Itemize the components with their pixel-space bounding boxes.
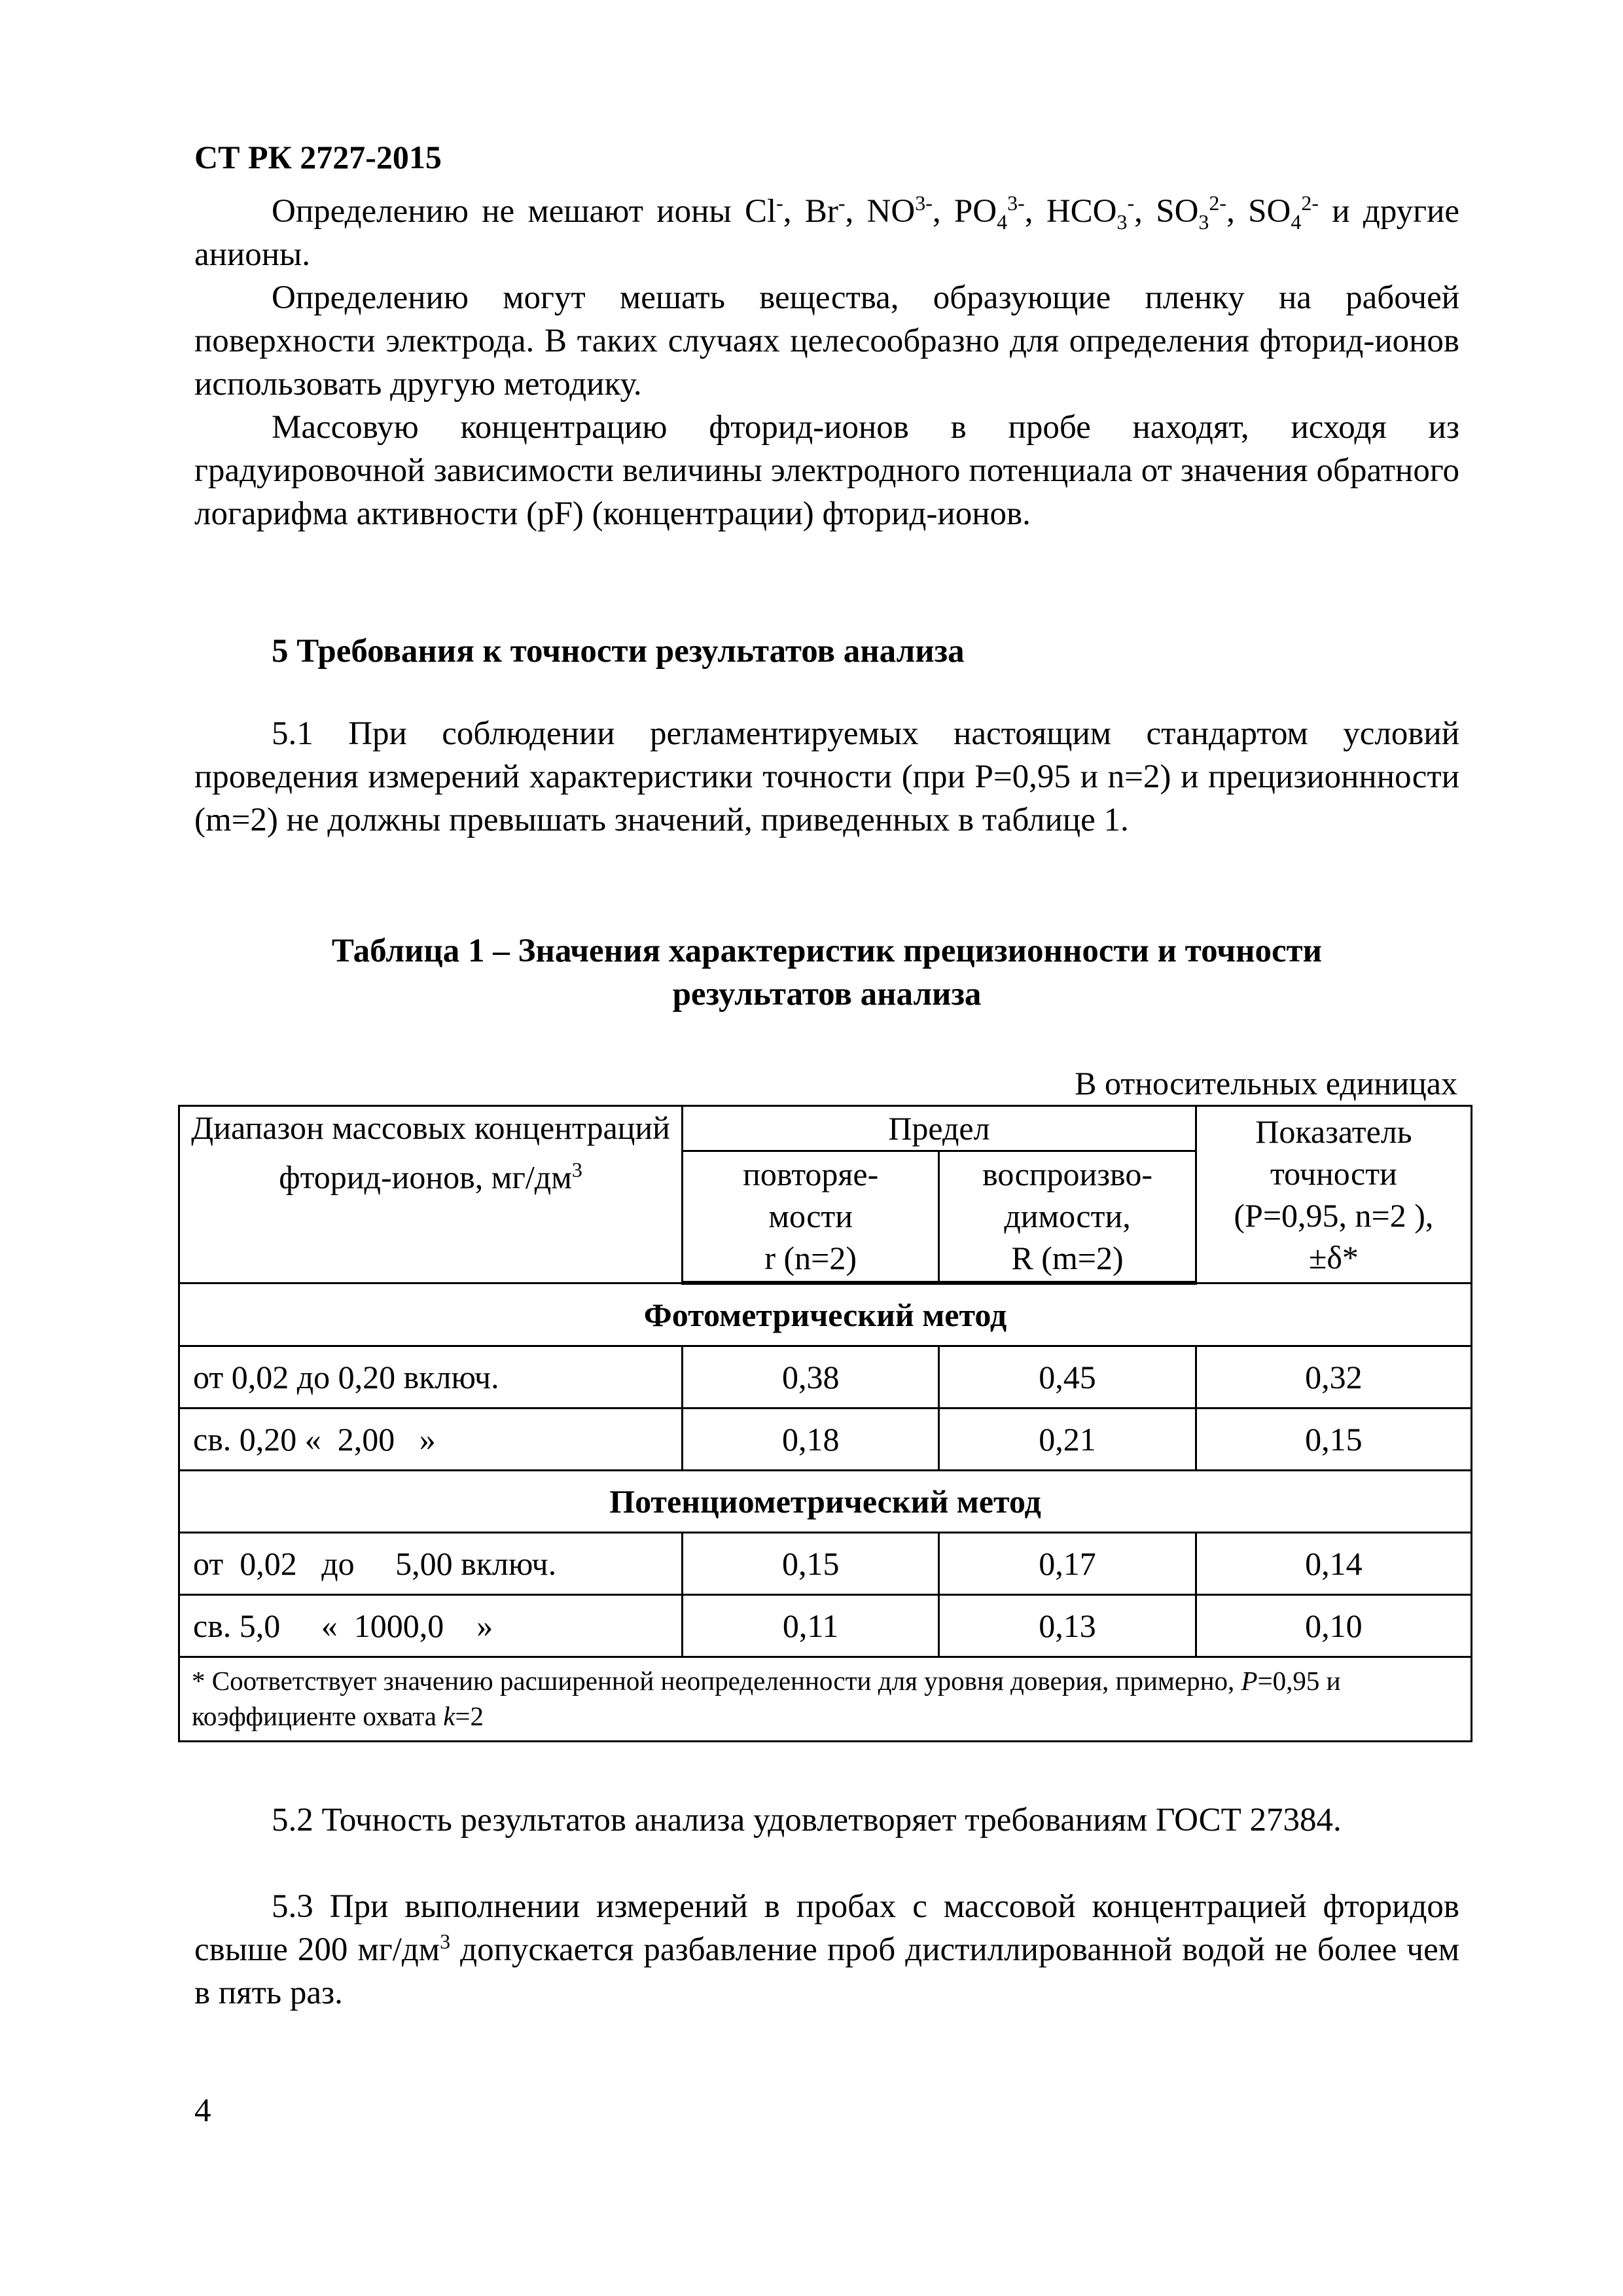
cell-reproducibility: 0,45 — [939, 1346, 1196, 1408]
cell-accuracy: 0,32 — [1196, 1346, 1471, 1408]
header-limit: Предел — [683, 1106, 1196, 1151]
units-note: В относительных единицах — [1075, 1065, 1457, 1102]
cell-range: от 0,02 до 0,20 включ. — [179, 1346, 683, 1408]
table-title-line-2: результатов анализа — [672, 976, 982, 1013]
cell-accuracy: 0,10 — [1196, 1595, 1471, 1657]
header-reproducibility: воспроизво- димости, R (m=2) — [939, 1151, 1196, 1283]
cell-reproducibility: 0,17 — [939, 1533, 1196, 1595]
section-heading-accuracy: 5 Требования к точности результатов анализа — [272, 633, 965, 670]
header-accuracy: Показатель точности (P=0,95, n=2 ), ±δ* — [1196, 1106, 1471, 1283]
standard-code-header: СТ РК 2727-2015 — [194, 139, 442, 175]
table-footnote: * Соответствует значению расширенной неопределенности для уровня доверия, примерно, P=0,95 и коэффициенте охвата k=2 — [179, 1657, 1472, 1742]
cell-repeatability: 0,11 — [683, 1595, 939, 1657]
page-number: 4 — [194, 2092, 211, 2129]
paragraph-5-1: 5.1 При соблюдении регламентируемых настоящим стандартом условий проведения измерений характеристики точности (при P=0,95 и n=2) и прецизионнности (m=2) не должны превышать значений, приведенных в таблице 1. — [194, 715, 1459, 838]
cell-range: св. 5,0 « 1000,0 » — [179, 1595, 683, 1657]
table-row — [179, 1533, 1472, 1595]
cell-accuracy: 0,14 — [1196, 1533, 1471, 1595]
table-row — [179, 1408, 1472, 1471]
cell-range: св. 0,20 « 2,00 » — [179, 1408, 683, 1471]
paragraph-5-2: 5.2 Точность результатов анализа удовлетворяет требованиям ГОСТ 27384. — [272, 1802, 1342, 1839]
cell-repeatability: 0,15 — [683, 1533, 939, 1595]
method-title-potentiometric: Потенциометрический метод — [179, 1471, 1472, 1533]
cell-repeatability: 0,18 — [683, 1408, 939, 1471]
table-row — [179, 1595, 1472, 1657]
cell-accuracy: 0,15 — [1196, 1408, 1471, 1471]
paragraph-5-3: 5.3 При выполнении измерений в пробах с массовой концентрацией фторидов свыше 200 $мг/дм^3$ допускается разбавление проб дистиллированной водой не более чем в пять раз. — [194, 1888, 1459, 2011]
cell-range: от 0,02 до 5,00 включ. — [179, 1533, 683, 1595]
table-title-line-1: Таблица 1 – Значения характеристик прецизионности и точности — [331, 933, 1323, 969]
cell-reproducibility: 0,13 — [939, 1595, 1196, 1657]
paragraph-calibration: Массовую концентрацию фторид-ионов в пробе находят, исходя из градуировочной зависимости величины электродного потенциала от значения обратного логарифма активности (pF) (концентрации) фторид-ионов. — [194, 409, 1459, 532]
method-title-photometric: Фотометрический метод — [179, 1283, 1472, 1346]
header-range: Диапазон массовых концентраций фторид-ионов, $мг/дм^3$ — [179, 1106, 683, 1283]
cell-reproducibility: 0,21 — [939, 1408, 1196, 1471]
cell-repeatability: 0,38 — [683, 1346, 939, 1408]
paragraph-film-interference: Определению могут мешать вещества, образующие пленку на рабочей поверхности электрода. В таких случаях целесообразно для определения фторид-ионов использовать другую методику. — [194, 279, 1459, 403]
paragraph-interfering-ions: Определению не мешают ионы Cl-, Br-, $NO^{3-}$, $PO_4^{3-}$, $HCO_3^-$, $SO_3^{2-}$, $SO_4^{2-}$ и другие анионы. — [194, 191, 1459, 273]
table-row — [179, 1346, 1472, 1408]
header-repeatability: повторяе- мости r (n=2) — [683, 1151, 939, 1283]
table-title — [194, 929, 1459, 1016]
precision-table — [178, 1105, 1472, 1742]
